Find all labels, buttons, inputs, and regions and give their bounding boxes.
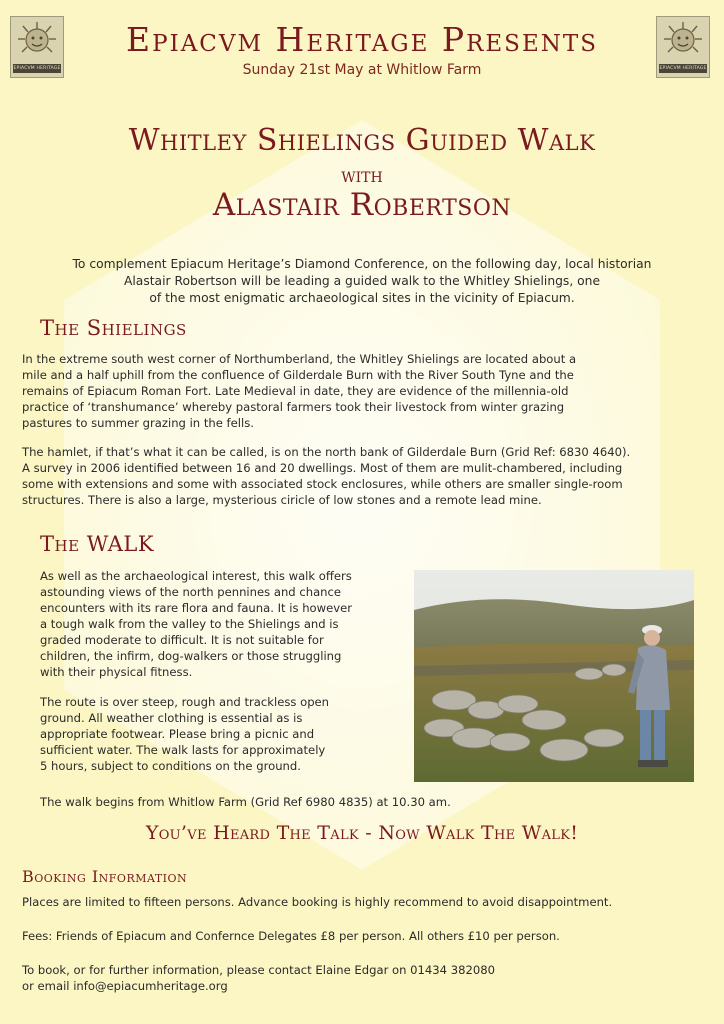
text-line: As well as the archaeological interest, this walk offers [40, 569, 352, 583]
text-line: mile and a half uphill from the confluence of Gilderdale Burn with the River South Tyne and the [22, 368, 574, 382]
walk-paragraph-1 [40, 568, 408, 680]
intro-paragraph [40, 256, 684, 307]
walk-title: Whitley Shielings Guided Walk [128, 123, 596, 158]
intro-line: of the most enigmatic archaeological sites in the vicinity of Epiacum. [149, 291, 575, 305]
text-line: practice of ‘transhumance’ whereby pastoral farmers took their livestock from winter grazing [22, 400, 565, 414]
text-line: appropriate footwear. Please bring a picnic and [40, 727, 315, 741]
shielings-paragraph-1 [22, 351, 710, 431]
with-label: with [341, 163, 383, 187]
text-line: astounding views of the north pennines and chance [40, 585, 342, 599]
presenter-name: Alastair Robertson [212, 187, 512, 223]
intro-line: To complement Epiacum Heritage’s Diamond Conference, on the following day, local historian [72, 257, 652, 271]
booking-fees: Fees: Friends of Epiacum and Confernce Delegates £8 per person. All others £10 per person. [22, 929, 560, 943]
text-line: The route is over steep, rough and trackless open [40, 695, 330, 709]
slogan: You’ve Heard The Talk - Now Walk The Walk! [145, 822, 579, 844]
sun-face-icon [15, 20, 59, 60]
logo-caption: EPIACVM HERITAGE [13, 66, 61, 71]
text-line: pastures to summer grazing in the fells. [22, 416, 254, 430]
text-line: with their physical fitness. [40, 665, 193, 679]
walker-photo [414, 570, 694, 782]
text-line: A survey in 2006 identified between 16 and 20 dwellings. Most of them are mulit-chambered, including [22, 461, 623, 475]
contact-email: or email info@epiacumheritage.org [22, 979, 228, 993]
epiacum-logo-right [656, 16, 710, 78]
section-heading-booking: Booking Information [22, 867, 188, 886]
text-line: a tough walk from the valley to the Shielings and is [40, 617, 339, 631]
booking-contact [22, 962, 712, 994]
booking-places: Places are limited to fifteen persons. Advance booking is highly recommend to avoid disappointment. [22, 895, 613, 909]
epiacum-logo-left [10, 16, 64, 78]
text-line: some with extensions and some with associated stock enclosures, while others are smaller single-room [22, 477, 623, 491]
text-line: The hamlet, if that’s what it can be called, is on the north bank of Gilderdale Burn (Grid Ref: 6830 4640). [22, 445, 631, 459]
text-line: sufficient water. The walk lasts for approximately [40, 743, 326, 757]
shielings-paragraph-2 [22, 444, 710, 508]
contact-line: To book, or for further information, please contact Elaine Edgar on 01434 382080 [22, 963, 495, 977]
sun-face-icon [661, 20, 705, 60]
section-heading-walk: The WALK [40, 532, 155, 556]
walk-start-info: The walk begins from Whitlow Farm (Grid Ref 6980 4835) at 10.30 am. [40, 795, 451, 809]
text-line: children, the infirm, dog-walkers or those struggling [40, 649, 342, 663]
walk-paragraph-2 [40, 694, 408, 774]
event-date: Sunday 21st May at Whitlow Farm [242, 62, 482, 78]
logo-caption: EPIACVM HERITAGE [659, 66, 707, 71]
text-line: structures. There is also a large, mysterious ciricle of low stones and a remote lead mine. [22, 493, 542, 507]
text-line: remains of Epiacum Roman Fort. Late Medieval in date, they are evidence of the millennia-old [22, 384, 569, 398]
page-title: Epiacvm Heritage Presents [126, 20, 598, 59]
text-line: encounters with its rare flora and fauna. It is however [40, 601, 353, 615]
intro-line: Alastair Robertson will be leading a guided walk to the Whitley Shielings, one [123, 274, 601, 288]
text-line: 5 hours, subject to conditions on the ground. [40, 759, 301, 773]
section-heading-shielings: The Shielings [40, 316, 187, 340]
text-line: In the extreme south west corner of Northumberland, the Whitley Shielings are located about a [22, 352, 577, 366]
text-line: graded moderate to difficult. It is not suitable for [40, 633, 324, 647]
text-line: ground. All weather clothing is essential as is [40, 711, 303, 725]
